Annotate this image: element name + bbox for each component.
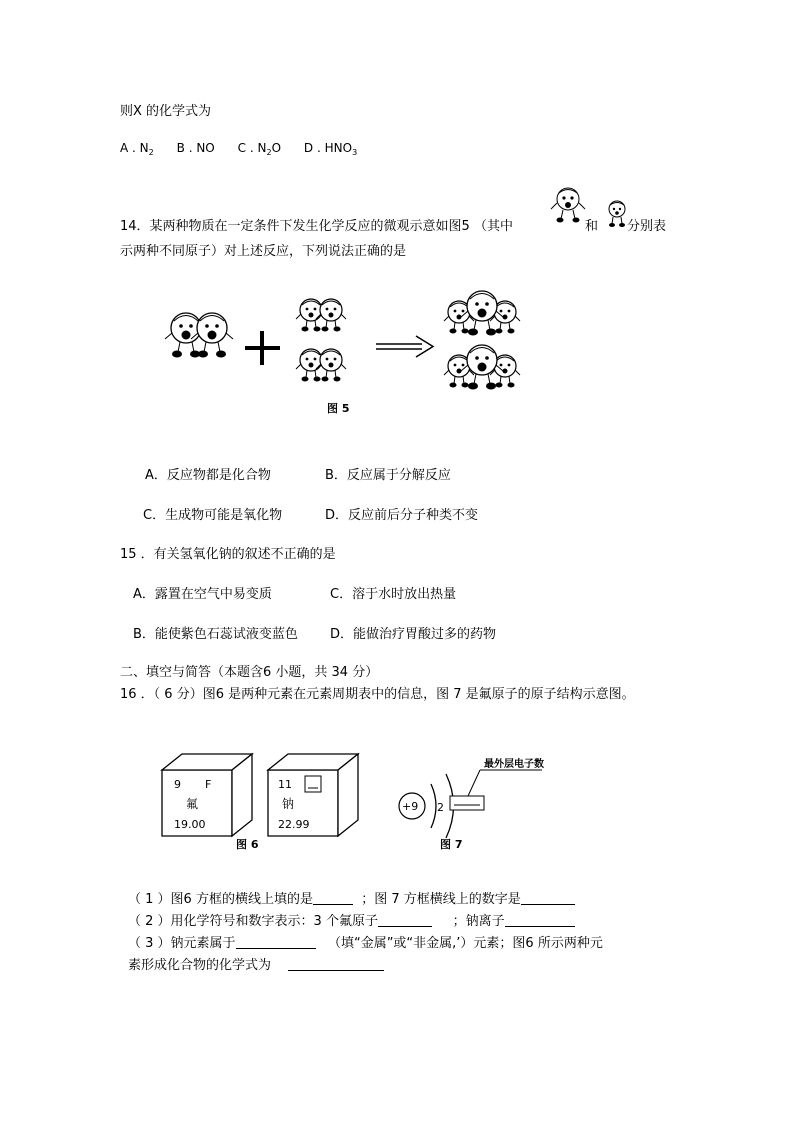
q15-stem: 15 ．有关氢氧化钠的叙述不正确的是 bbox=[120, 547, 336, 562]
q15-option-a: A．露置在空气中易变质 bbox=[133, 587, 272, 602]
answer-blank[interactable] bbox=[521, 892, 575, 905]
q14-and: 和 bbox=[585, 219, 599, 234]
figure-6-caption: 图 6 bbox=[236, 838, 259, 851]
q14-option-a: A．反应物都是化合物 bbox=[145, 468, 271, 483]
q15-option-c: C．溶于水时放出热量 bbox=[330, 587, 457, 602]
figure-5-caption: 图 5 bbox=[327, 402, 350, 415]
q14-line2: 示两种不同原子）对上述反应，下列说法正确的是 bbox=[120, 244, 407, 259]
atom-a-icon bbox=[548, 183, 588, 225]
sodium-mass: 22.99 bbox=[278, 818, 310, 831]
sodium-symbol-blank-box bbox=[305, 776, 321, 792]
answer-blank[interactable] bbox=[236, 936, 316, 949]
section-2-title: 二、填空与简答（本题含6 小题，共 34 分） bbox=[120, 665, 379, 680]
q15-option-d: D．能做治疗胃酸过多的药物 bbox=[330, 627, 497, 642]
q14-line1-tail: 分别表 bbox=[627, 219, 667, 234]
fluorine-name: 氟 bbox=[186, 797, 199, 811]
fluorine-mass: 19.00 bbox=[174, 818, 206, 831]
answer-blank[interactable] bbox=[378, 914, 432, 927]
figure-6-7-diagram bbox=[150, 750, 610, 860]
q14-option-b: B．反应属于分解反应 bbox=[325, 468, 451, 483]
figure-7-caption: 图 7 bbox=[440, 838, 463, 851]
q16-sub1: （ 1 ）图6 方框的横线上填的是 ；图 7 方框横线上的数字是 bbox=[128, 888, 575, 907]
fluorine-symbol: F bbox=[205, 778, 212, 791]
reaction-arrow-icon bbox=[376, 336, 433, 357]
outer-shell-label: 最外层电子数 bbox=[484, 759, 544, 770]
outer-shell-blank-box bbox=[450, 796, 484, 810]
answer-blank[interactable] bbox=[288, 958, 384, 971]
q16-stem: 16 ．（ 6 分）图6 是两种元素在元素周期表中的信息，图 7 是氟原子的原子结构示意图。 bbox=[120, 687, 635, 702]
q13-option-a: A . $N_2$ bbox=[120, 141, 154, 157]
q13-option-c: C . $N_2O$ bbox=[237, 141, 282, 157]
answer-blank[interactable] bbox=[313, 892, 353, 905]
first-shell-electrons: 2 bbox=[437, 801, 444, 814]
answer-blank[interactable] bbox=[505, 914, 575, 927]
q15-option-b: B．能使紫色石蕊试液变蓝色 bbox=[133, 627, 298, 642]
q14-option-d: D．反应前后分子种类不变 bbox=[325, 508, 479, 523]
q14-line1: 14．某两种物质在一定条件下发生化学反应的微观示意如图5 （其中 bbox=[120, 219, 513, 234]
q16-sub2: （ 2 ）用化学符号和数字表示：3 个氟原子 ；钠离子 bbox=[128, 910, 575, 929]
q13-option-b: B . NO bbox=[176, 141, 215, 155]
plus-icon bbox=[245, 331, 280, 365]
q16-sub3-cont: 素形成化合物的化学式为 bbox=[128, 954, 384, 973]
figure-5-diagram bbox=[150, 280, 550, 420]
label-pointer-line bbox=[468, 770, 480, 796]
fluorine-atomic-number: 9 bbox=[174, 778, 181, 791]
q13-option-d: D . $HNO_3$ bbox=[303, 141, 358, 157]
sodium-name: 钠 bbox=[282, 797, 295, 811]
nucleus-charge: +9 bbox=[402, 800, 419, 813]
q13-stem: 则X 的化学式为 bbox=[120, 104, 212, 119]
q14-option-c: C．生成物可能是氧化物 bbox=[143, 508, 283, 523]
sodium-atomic-number: 11 bbox=[278, 778, 292, 791]
q13-options bbox=[120, 141, 357, 157]
q16-sub3: （ 3 ）钠元素属于 （填“金属”或“非金属,’）元素；图6 所示两种元 bbox=[128, 936, 603, 951]
